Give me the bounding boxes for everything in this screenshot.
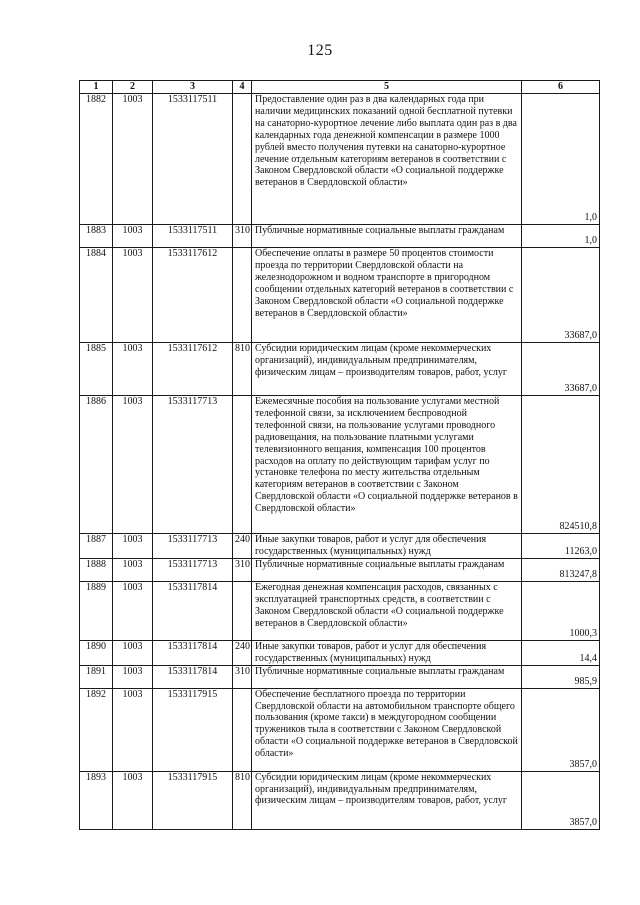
expense-type: 240 bbox=[233, 640, 252, 665]
table-row bbox=[80, 665, 600, 688]
row-amount: 11263,0 bbox=[522, 534, 600, 559]
table-row bbox=[80, 558, 600, 581]
row-number: 1889 bbox=[80, 581, 113, 640]
budget-table bbox=[79, 80, 600, 830]
table-row bbox=[80, 771, 600, 829]
column-header-2: 2 bbox=[113, 81, 153, 94]
column-header-6: 6 bbox=[522, 81, 600, 94]
row-number: 1893 bbox=[80, 771, 113, 829]
section-code: 1003 bbox=[113, 343, 153, 396]
expense-type bbox=[233, 396, 252, 534]
target-code: 1533117814 bbox=[153, 640, 233, 665]
target-code: 1533117713 bbox=[153, 534, 233, 559]
section-code: 1003 bbox=[113, 248, 153, 343]
expense-type: 310 bbox=[233, 558, 252, 581]
row-amount: 14,4 bbox=[522, 640, 600, 665]
row-description: Обеспечение оплаты в размере 50 процентов стоимости проезда по территории Свердловской области на железнодорожном и водном транспорте в пригородном сообщении отдельных категорий ветеранов в соответствии с Законом Свердловской области «О социальной поддержке ветеранов в Свердловской области» bbox=[252, 248, 522, 343]
row-amount: 1000,3 bbox=[522, 581, 600, 640]
target-code: 1533117612 bbox=[153, 248, 233, 343]
row-description: Предоставление один раз в два календарных года при наличии медицинских показаний одной бесплатной путевки на санаторно-курортное лечение либо выплата один раз в два календарных года денежной компенсации в размере 1000 рублей вместо получения путевки на санаторно-курортное лечение отдельным категориям ветеранов в соответствии с Законом Свердловской области «О социальной поддержке ветеранов в Свердловской области» bbox=[252, 94, 522, 225]
row-description: Иные закупки товаров, работ и услуг для обеспечения государственных (муниципальных) нужд bbox=[252, 534, 522, 559]
row-description: Субсидии юридическим лицам (кроме некоммерческих организаций), индивидуальным предпринимателям, физическим лицам – производителям товаров, работ, услуг bbox=[252, 343, 522, 396]
header-row bbox=[80, 81, 600, 94]
row-amount: 1,0 bbox=[522, 225, 600, 248]
table-row bbox=[80, 225, 600, 248]
column-header-3: 3 bbox=[153, 81, 233, 94]
row-description: Иные закупки товаров, работ и услуг для обеспечения государственных (муниципальных) нужд bbox=[252, 640, 522, 665]
target-code: 1533117915 bbox=[153, 771, 233, 829]
row-amount: 33687,0 bbox=[522, 343, 600, 396]
row-description: Ежемесячные пособия на пользование услугами местной телефонной связи, за исключением беспроводной телефонной связи, на пользование услугами проводного радиовещания, на пользование платными услугами телевизионного вещания, компенсация 100 процентов расходов на оплату по действующим тарифам услуг по установке телефона по месту жительства отдельным категориям ветеранов в соответствии с Законом Свердловской области «О социальной поддержке ветеранов в Свердловской области» bbox=[252, 396, 522, 534]
table-row bbox=[80, 94, 600, 225]
row-amount: 3857,0 bbox=[522, 688, 600, 771]
row-number: 1887 bbox=[80, 534, 113, 559]
column-header-4: 4 bbox=[233, 81, 252, 94]
target-code: 1533117713 bbox=[153, 396, 233, 534]
row-description: Ежегодная денежная компенсация расходов, связанных с эксплуатацией транспортных средств, в соответствии с Законом Свердловской области «О социальной поддержке ветеранов в Свердловской области» bbox=[252, 581, 522, 640]
section-code: 1003 bbox=[113, 396, 153, 534]
target-code: 1533117713 bbox=[153, 558, 233, 581]
table-row bbox=[80, 581, 600, 640]
section-code: 1003 bbox=[113, 94, 153, 225]
table-row bbox=[80, 534, 600, 559]
row-amount: 1,0 bbox=[522, 94, 600, 225]
expense-type: 810 bbox=[233, 343, 252, 396]
page-number: 125 bbox=[307, 42, 333, 59]
section-code: 1003 bbox=[113, 640, 153, 665]
row-number: 1888 bbox=[80, 558, 113, 581]
table-row bbox=[80, 688, 600, 771]
target-code: 1533117814 bbox=[153, 581, 233, 640]
expense-type bbox=[233, 248, 252, 343]
section-code: 1003 bbox=[113, 225, 153, 248]
row-amount: 3857,0 bbox=[522, 771, 600, 829]
row-number: 1882 bbox=[80, 94, 113, 225]
row-amount: 824510,8 bbox=[522, 396, 600, 534]
table-row bbox=[80, 248, 600, 343]
expense-type bbox=[233, 688, 252, 771]
section-code: 1003 bbox=[113, 688, 153, 771]
row-description: Публичные нормативные социальные выплаты гражданам bbox=[252, 225, 522, 248]
section-code: 1003 bbox=[113, 771, 153, 829]
column-header-1: 1 bbox=[80, 81, 113, 94]
target-code: 1533117915 bbox=[153, 688, 233, 771]
expense-type bbox=[233, 94, 252, 225]
row-amount: 985,9 bbox=[522, 665, 600, 688]
table-row bbox=[80, 396, 600, 534]
section-code: 1003 bbox=[113, 665, 153, 688]
row-number: 1892 bbox=[80, 688, 113, 771]
expense-type: 810 bbox=[233, 771, 252, 829]
row-description: Субсидии юридическим лицам (кроме некоммерческих организаций), индивидуальным предпринимателям, физическим лицам – производителям товаров, работ, услуг bbox=[252, 771, 522, 829]
column-header-5: 5 bbox=[252, 81, 522, 94]
row-number: 1884 bbox=[80, 248, 113, 343]
target-code: 1533117511 bbox=[153, 225, 233, 248]
section-code: 1003 bbox=[113, 558, 153, 581]
section-code: 1003 bbox=[113, 534, 153, 559]
expense-type: 310 bbox=[233, 225, 252, 248]
expense-type bbox=[233, 581, 252, 640]
row-number: 1890 bbox=[80, 640, 113, 665]
row-description: Публичные нормативные социальные выплаты гражданам bbox=[252, 558, 522, 581]
row-number: 1886 bbox=[80, 396, 113, 534]
row-number: 1891 bbox=[80, 665, 113, 688]
row-number: 1885 bbox=[80, 343, 113, 396]
expense-type: 240 bbox=[233, 534, 252, 559]
target-code: 1533117511 bbox=[153, 94, 233, 225]
table-row bbox=[80, 343, 600, 396]
row-amount: 33687,0 bbox=[522, 248, 600, 343]
row-description: Обеспечение бесплатного проезда по территории Свердловской области на автомобильном транспорте общего пользования (кроме такси) в междугородном сообщении тружеников тыла в соответствии с Законом Свердловской области «О социальной поддержке ветеранов в Свердловской области» bbox=[252, 688, 522, 771]
row-description: Публичные нормативные социальные выплаты гражданам bbox=[252, 665, 522, 688]
target-code: 1533117814 bbox=[153, 665, 233, 688]
section-code: 1003 bbox=[113, 581, 153, 640]
row-number: 1883 bbox=[80, 225, 113, 248]
target-code: 1533117612 bbox=[153, 343, 233, 396]
expense-type: 310 bbox=[233, 665, 252, 688]
table-row bbox=[80, 640, 600, 665]
row-amount: 813247,8 bbox=[522, 558, 600, 581]
